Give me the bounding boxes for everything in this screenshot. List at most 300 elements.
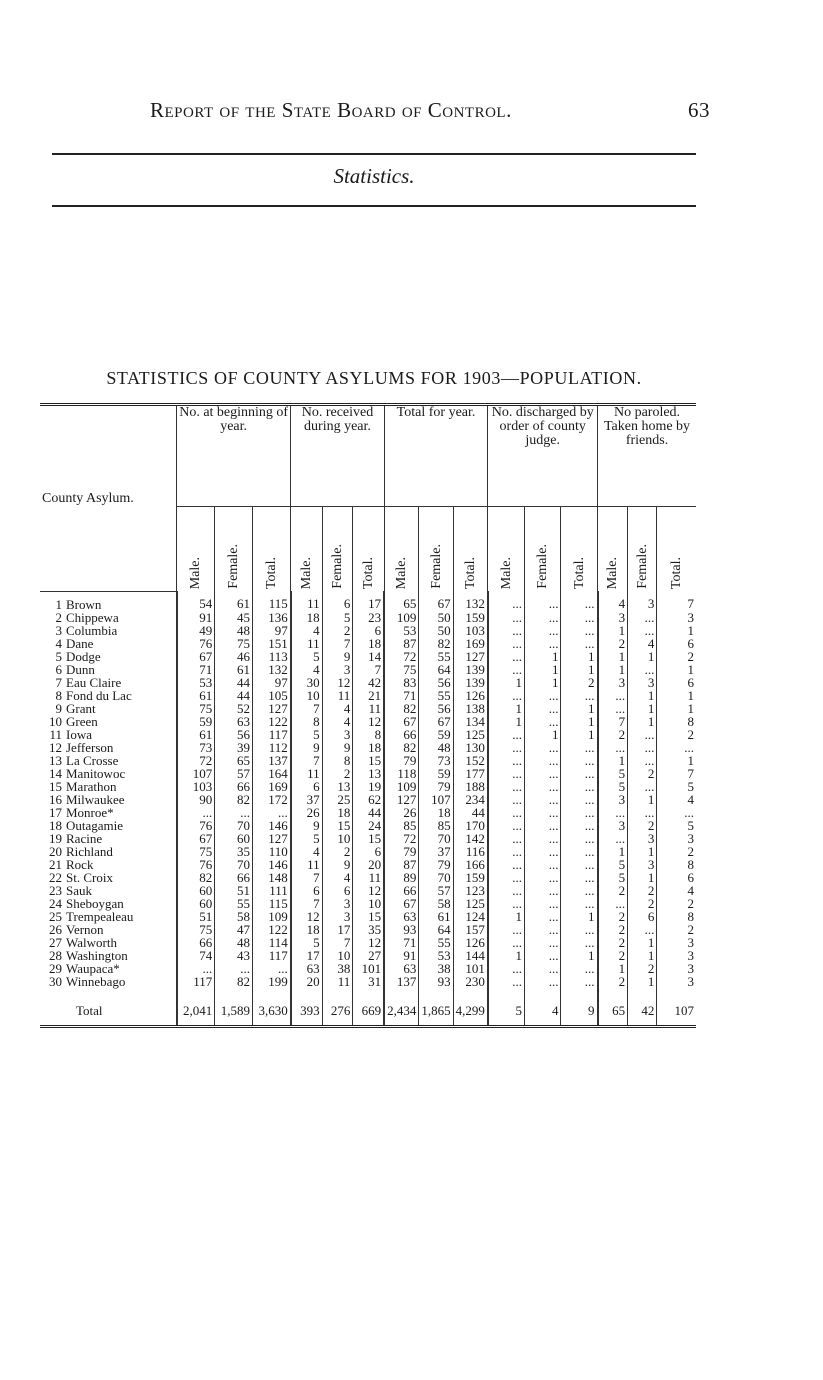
value-cell: ... xyxy=(524,611,561,624)
value-cell: 1 xyxy=(561,715,598,728)
table-row xyxy=(40,923,696,936)
subheader-label: Female. xyxy=(329,544,345,589)
value-cell: 3 xyxy=(598,611,628,624)
value-cell: 1 xyxy=(628,715,657,728)
value-cell: ... xyxy=(524,793,561,806)
value-cell: 122 xyxy=(253,715,291,728)
value-cell: 169 xyxy=(453,637,488,650)
value-cell: 48 xyxy=(419,741,453,754)
county-cell xyxy=(40,871,177,884)
value-cell: 44 xyxy=(215,676,253,689)
value-cell: ... xyxy=(524,858,561,871)
value-cell: 65 xyxy=(215,754,253,767)
value-cell: 15 xyxy=(353,910,384,923)
value-cell: 1 xyxy=(561,728,598,741)
value-cell: 130 xyxy=(453,741,488,754)
value-cell: 4 xyxy=(322,702,353,715)
value-cell: 1 xyxy=(598,650,628,663)
county-name: Fond du Lac xyxy=(66,687,132,703)
value-cell: 132 xyxy=(253,663,291,676)
table-row xyxy=(40,897,696,910)
county-name: Dodge xyxy=(66,648,101,664)
value-cell: 25 xyxy=(322,793,353,806)
value-cell: 82 xyxy=(384,702,419,715)
value-cell: 87 xyxy=(384,637,419,650)
value-cell: ... xyxy=(628,741,657,754)
value-cell: ... xyxy=(657,741,696,754)
value-cell: 6 xyxy=(291,780,322,793)
value-cell: 18 xyxy=(353,741,384,754)
value-cell: 3 xyxy=(598,819,628,832)
value-cell: 1 xyxy=(488,949,525,962)
value-cell: 6 xyxy=(291,884,322,897)
value-cell: 67 xyxy=(384,897,419,910)
value-cell: 64 xyxy=(419,663,453,676)
value-cell: 2 xyxy=(657,923,696,936)
county-cell xyxy=(40,845,177,858)
group-header-received: No. received during year. xyxy=(291,405,384,507)
value-cell: 47 xyxy=(215,923,253,936)
value-cell: 5 xyxy=(291,832,322,845)
value-cell: ... xyxy=(628,663,657,676)
value-cell: 2 xyxy=(628,884,657,897)
value-cell: 5 xyxy=(598,858,628,871)
value-cell: 63 xyxy=(384,910,419,923)
value-cell: ... xyxy=(524,767,561,780)
value-cell: 1 xyxy=(657,702,696,715)
value-cell: 1 xyxy=(657,624,696,637)
value-cell: 97 xyxy=(253,624,291,637)
value-cell: 58 xyxy=(215,910,253,923)
county-cell xyxy=(40,702,177,715)
value-cell: 109 xyxy=(384,780,419,793)
value-cell: 83 xyxy=(384,676,419,689)
value-cell: 79 xyxy=(419,780,453,793)
value-cell: 5 xyxy=(598,871,628,884)
value-cell: ... xyxy=(524,741,561,754)
value-cell: 19 xyxy=(353,780,384,793)
value-cell: 75 xyxy=(177,702,215,715)
value-cell: 63 xyxy=(384,962,419,975)
value-cell: 127 xyxy=(253,702,291,715)
value-cell: 55 xyxy=(419,689,453,702)
value-cell: 11 xyxy=(353,702,384,715)
table-row xyxy=(40,819,696,832)
value-cell: ... xyxy=(488,975,525,988)
value-cell: 2 xyxy=(322,845,353,858)
value-cell: 188 xyxy=(453,780,488,793)
table-row xyxy=(40,676,696,689)
total-label: Total xyxy=(76,1002,103,1018)
value-cell: 2 xyxy=(598,637,628,650)
value-cell: 60 xyxy=(177,884,215,897)
value-cell: 24 xyxy=(353,819,384,832)
value-cell: ... xyxy=(561,754,598,767)
subheader-male xyxy=(598,507,628,592)
value-cell: 76 xyxy=(177,819,215,832)
value-cell: 8 xyxy=(322,754,353,767)
total-value-cell: 9 xyxy=(561,988,598,1027)
value-cell: 1 xyxy=(657,754,696,767)
value-cell: ... xyxy=(561,845,598,858)
value-cell: 59 xyxy=(419,767,453,780)
county-name: Racine xyxy=(66,830,103,846)
subheader-female xyxy=(628,507,657,592)
value-cell: 127 xyxy=(253,832,291,845)
county-cell xyxy=(40,624,177,637)
value-cell: 2 xyxy=(657,845,696,858)
subheader-label: Male. xyxy=(605,556,621,589)
value-cell: 82 xyxy=(419,637,453,650)
table-row xyxy=(40,650,696,663)
table-row xyxy=(40,806,696,819)
value-cell: 59 xyxy=(177,715,215,728)
value-cell: ... xyxy=(561,832,598,845)
value-cell: 1 xyxy=(628,871,657,884)
row-number: 10 xyxy=(49,713,62,729)
value-cell: 4 xyxy=(657,884,696,897)
value-cell: 1 xyxy=(561,650,598,663)
total-value-cell: 2,041 xyxy=(177,988,215,1027)
section-title: Statistics. xyxy=(333,164,415,188)
subheader-male xyxy=(488,507,525,592)
value-cell: 56 xyxy=(419,676,453,689)
value-cell: 1 xyxy=(524,728,561,741)
county-name: Marathon xyxy=(66,778,117,794)
value-cell: 117 xyxy=(177,975,215,988)
county-column-header: County Asylum. xyxy=(42,490,134,506)
value-cell: 1 xyxy=(628,936,657,949)
subheader-label: Total. xyxy=(571,556,587,589)
value-cell: 67 xyxy=(384,715,419,728)
value-cell: 62 xyxy=(353,793,384,806)
group-header-beginning: No. at beginning of year. xyxy=(177,405,291,507)
table-row xyxy=(40,637,696,650)
value-cell: 9 xyxy=(291,741,322,754)
value-cell: 7 xyxy=(322,637,353,650)
table-title: STATISTICS OF COUNTY ASYLUMS FOR 1903—POPULATION. xyxy=(106,368,642,388)
table-row xyxy=(40,591,696,611)
county-name: Jefferson xyxy=(66,739,114,755)
value-cell: ... xyxy=(488,858,525,871)
value-cell: 91 xyxy=(177,611,215,624)
row-number: 17 xyxy=(49,804,62,820)
value-cell: 66 xyxy=(215,871,253,884)
subheader-label: Female. xyxy=(428,544,444,589)
value-cell: 6 xyxy=(657,637,696,650)
value-cell: 58 xyxy=(419,897,453,910)
value-cell: 1 xyxy=(628,650,657,663)
value-cell: 66 xyxy=(384,884,419,897)
table-row xyxy=(40,871,696,884)
value-cell: 1 xyxy=(628,702,657,715)
value-cell: 127 xyxy=(453,650,488,663)
value-cell: ... xyxy=(524,702,561,715)
county-cell xyxy=(40,637,177,650)
county-cell xyxy=(40,975,177,988)
value-cell: 61 xyxy=(419,910,453,923)
value-cell: 35 xyxy=(215,845,253,858)
value-cell: ... xyxy=(215,806,253,819)
county-cell xyxy=(40,591,177,611)
value-cell: 134 xyxy=(453,715,488,728)
value-cell: 6 xyxy=(322,591,353,611)
county-name: Milwaukee xyxy=(66,791,125,807)
value-cell: ... xyxy=(488,819,525,832)
row-number: 2 xyxy=(55,609,62,625)
value-cell: 26 xyxy=(384,806,419,819)
value-cell: 101 xyxy=(453,962,488,975)
value-cell: 13 xyxy=(322,780,353,793)
value-cell: ... xyxy=(561,689,598,702)
value-cell: 101 xyxy=(353,962,384,975)
value-cell: ... xyxy=(488,611,525,624)
value-cell: 72 xyxy=(177,754,215,767)
value-cell: ... xyxy=(488,793,525,806)
value-cell: ... xyxy=(488,591,525,611)
county-name: Eau Claire xyxy=(66,674,122,690)
value-cell: 3 xyxy=(628,676,657,689)
value-cell: 6 xyxy=(628,910,657,923)
value-cell: 74 xyxy=(177,949,215,962)
value-cell: ... xyxy=(524,780,561,793)
value-cell: 82 xyxy=(384,741,419,754)
row-number: 14 xyxy=(49,765,62,781)
value-cell: 7 xyxy=(657,591,696,611)
value-cell: 51 xyxy=(177,910,215,923)
value-cell: 64 xyxy=(419,923,453,936)
group-header-paroled: No paroled. Taken home by friends. xyxy=(598,405,696,507)
section-rule xyxy=(52,205,696,207)
value-cell: ... xyxy=(524,689,561,702)
value-cell: 67 xyxy=(419,715,453,728)
value-cell: ... xyxy=(561,591,598,611)
subheader-total xyxy=(353,507,384,592)
table-row xyxy=(40,741,696,754)
value-cell: 6 xyxy=(657,871,696,884)
table-row xyxy=(40,858,696,871)
value-cell: 7 xyxy=(291,897,322,910)
value-cell: 75 xyxy=(384,663,419,676)
value-cell: 4 xyxy=(291,663,322,676)
row-number: 22 xyxy=(49,869,62,885)
value-cell: ... xyxy=(488,884,525,897)
value-cell: ... xyxy=(488,871,525,884)
value-cell: ... xyxy=(561,871,598,884)
value-cell: 59 xyxy=(419,728,453,741)
value-cell: ... xyxy=(561,806,598,819)
county-name: Iowa xyxy=(66,726,92,742)
value-cell: ... xyxy=(488,689,525,702)
value-cell: 124 xyxy=(453,910,488,923)
value-cell: 63 xyxy=(291,962,322,975)
value-cell: ... xyxy=(488,637,525,650)
value-cell: 72 xyxy=(384,650,419,663)
value-cell: 3 xyxy=(598,793,628,806)
value-cell: 8 xyxy=(353,728,384,741)
value-cell: 3 xyxy=(628,591,657,611)
value-cell: 50 xyxy=(419,611,453,624)
value-cell: 110 xyxy=(253,845,291,858)
value-cell: ... xyxy=(598,832,628,845)
county-name: Monroe* xyxy=(66,804,114,820)
value-cell: 3 xyxy=(628,832,657,845)
value-cell: 15 xyxy=(353,754,384,767)
value-cell: ... xyxy=(177,962,215,975)
value-cell: 1 xyxy=(657,663,696,676)
value-cell: 170 xyxy=(453,819,488,832)
value-cell: 57 xyxy=(419,884,453,897)
value-cell: 61 xyxy=(215,591,253,611)
value-cell: ... xyxy=(524,897,561,910)
value-cell: 13 xyxy=(353,767,384,780)
value-cell: 151 xyxy=(253,637,291,650)
value-cell: ... xyxy=(561,858,598,871)
row-number: 27 xyxy=(49,934,62,950)
table-row xyxy=(40,793,696,806)
value-cell: 7 xyxy=(353,663,384,676)
value-cell: 73 xyxy=(177,741,215,754)
value-cell: 5 xyxy=(322,611,353,624)
row-number: 16 xyxy=(49,791,62,807)
subheader-label: Total. xyxy=(669,556,685,589)
value-cell: 54 xyxy=(177,591,215,611)
county-cell xyxy=(40,819,177,832)
row-number: 8 xyxy=(55,687,62,703)
value-cell: 27 xyxy=(353,949,384,962)
value-cell: 7 xyxy=(291,702,322,715)
value-cell: 37 xyxy=(291,793,322,806)
value-cell: 6 xyxy=(657,676,696,689)
value-cell: 2 xyxy=(628,819,657,832)
value-cell: 10 xyxy=(322,949,353,962)
table-row xyxy=(40,910,696,923)
value-cell: 125 xyxy=(453,728,488,741)
value-cell: 1 xyxy=(561,702,598,715)
value-cell: 20 xyxy=(291,975,322,988)
value-cell: 6 xyxy=(353,624,384,637)
subheader-label: Total. xyxy=(264,556,280,589)
value-cell: 1 xyxy=(488,910,525,923)
value-cell: 139 xyxy=(453,676,488,689)
value-cell: 71 xyxy=(177,663,215,676)
value-cell: 111 xyxy=(253,884,291,897)
value-cell: 53 xyxy=(384,624,419,637)
value-cell: 166 xyxy=(453,858,488,871)
value-cell: 116 xyxy=(453,845,488,858)
value-cell: 87 xyxy=(384,858,419,871)
value-cell: 44 xyxy=(353,806,384,819)
table-body xyxy=(40,591,696,988)
value-cell: ... xyxy=(561,923,598,936)
value-cell: 91 xyxy=(384,949,419,962)
value-cell: 4 xyxy=(657,793,696,806)
value-cell: 7 xyxy=(291,754,322,767)
value-cell: 44 xyxy=(215,689,253,702)
subheader-total xyxy=(453,507,488,592)
value-cell: 93 xyxy=(419,975,453,988)
value-cell: 142 xyxy=(453,832,488,845)
value-cell: ... xyxy=(488,767,525,780)
total-value-cell: 4 xyxy=(524,988,561,1027)
value-cell: 55 xyxy=(215,897,253,910)
county-name: Richland xyxy=(66,843,113,859)
subheader-total xyxy=(561,507,598,592)
table-row xyxy=(40,975,696,988)
value-cell: 118 xyxy=(384,767,419,780)
row-number: 6 xyxy=(55,661,62,677)
row-number: 1 xyxy=(55,596,62,612)
value-cell: 5 xyxy=(598,780,628,793)
county-name: Trempealeau xyxy=(66,908,134,924)
value-cell: 18 xyxy=(419,806,453,819)
subheader-male xyxy=(291,507,322,592)
value-cell: 1 xyxy=(488,676,525,689)
value-cell: 132 xyxy=(453,591,488,611)
value-cell: 5 xyxy=(291,650,322,663)
value-cell: ... xyxy=(561,897,598,910)
value-cell: 159 xyxy=(453,611,488,624)
value-cell: 2 xyxy=(598,936,628,949)
value-cell: 172 xyxy=(253,793,291,806)
value-cell: 71 xyxy=(384,936,419,949)
total-value-cell: 4,299 xyxy=(453,988,488,1027)
row-number: 13 xyxy=(49,752,62,768)
value-cell: 82 xyxy=(177,871,215,884)
value-cell: 1 xyxy=(488,702,525,715)
value-cell: 137 xyxy=(384,975,419,988)
value-cell: 109 xyxy=(384,611,419,624)
table-row xyxy=(40,663,696,676)
value-cell: ... xyxy=(561,780,598,793)
value-cell: 4 xyxy=(598,591,628,611)
value-cell: ... xyxy=(561,819,598,832)
value-cell: 93 xyxy=(384,923,419,936)
value-cell: 9 xyxy=(322,650,353,663)
value-cell: ... xyxy=(524,637,561,650)
value-cell: 169 xyxy=(253,780,291,793)
value-cell: 146 xyxy=(253,858,291,871)
value-cell: ... xyxy=(561,975,598,988)
subheader-label: Female. xyxy=(226,544,242,589)
value-cell: ... xyxy=(524,845,561,858)
value-cell: 18 xyxy=(322,806,353,819)
value-cell: 79 xyxy=(419,858,453,871)
table-row xyxy=(40,715,696,728)
value-cell: 37 xyxy=(419,845,453,858)
value-cell: ... xyxy=(561,793,598,806)
value-cell: 5 xyxy=(598,767,628,780)
value-cell: 11 xyxy=(291,767,322,780)
county-name: Dunn xyxy=(66,661,95,677)
value-cell: 49 xyxy=(177,624,215,637)
value-cell: 12 xyxy=(353,936,384,949)
value-cell: 8 xyxy=(657,858,696,871)
value-cell: ... xyxy=(488,936,525,949)
subheader-label: Male. xyxy=(298,556,314,589)
subheader-male xyxy=(384,507,419,592)
value-cell: ... xyxy=(561,962,598,975)
value-cell: 2 xyxy=(322,624,353,637)
value-cell: 82 xyxy=(215,975,253,988)
value-cell: 4 xyxy=(628,637,657,650)
row-number: 7 xyxy=(55,674,62,690)
value-cell: 55 xyxy=(419,650,453,663)
value-cell: ... xyxy=(524,884,561,897)
value-cell: 12 xyxy=(353,715,384,728)
value-cell: 103 xyxy=(177,780,215,793)
value-cell: 48 xyxy=(215,936,253,949)
